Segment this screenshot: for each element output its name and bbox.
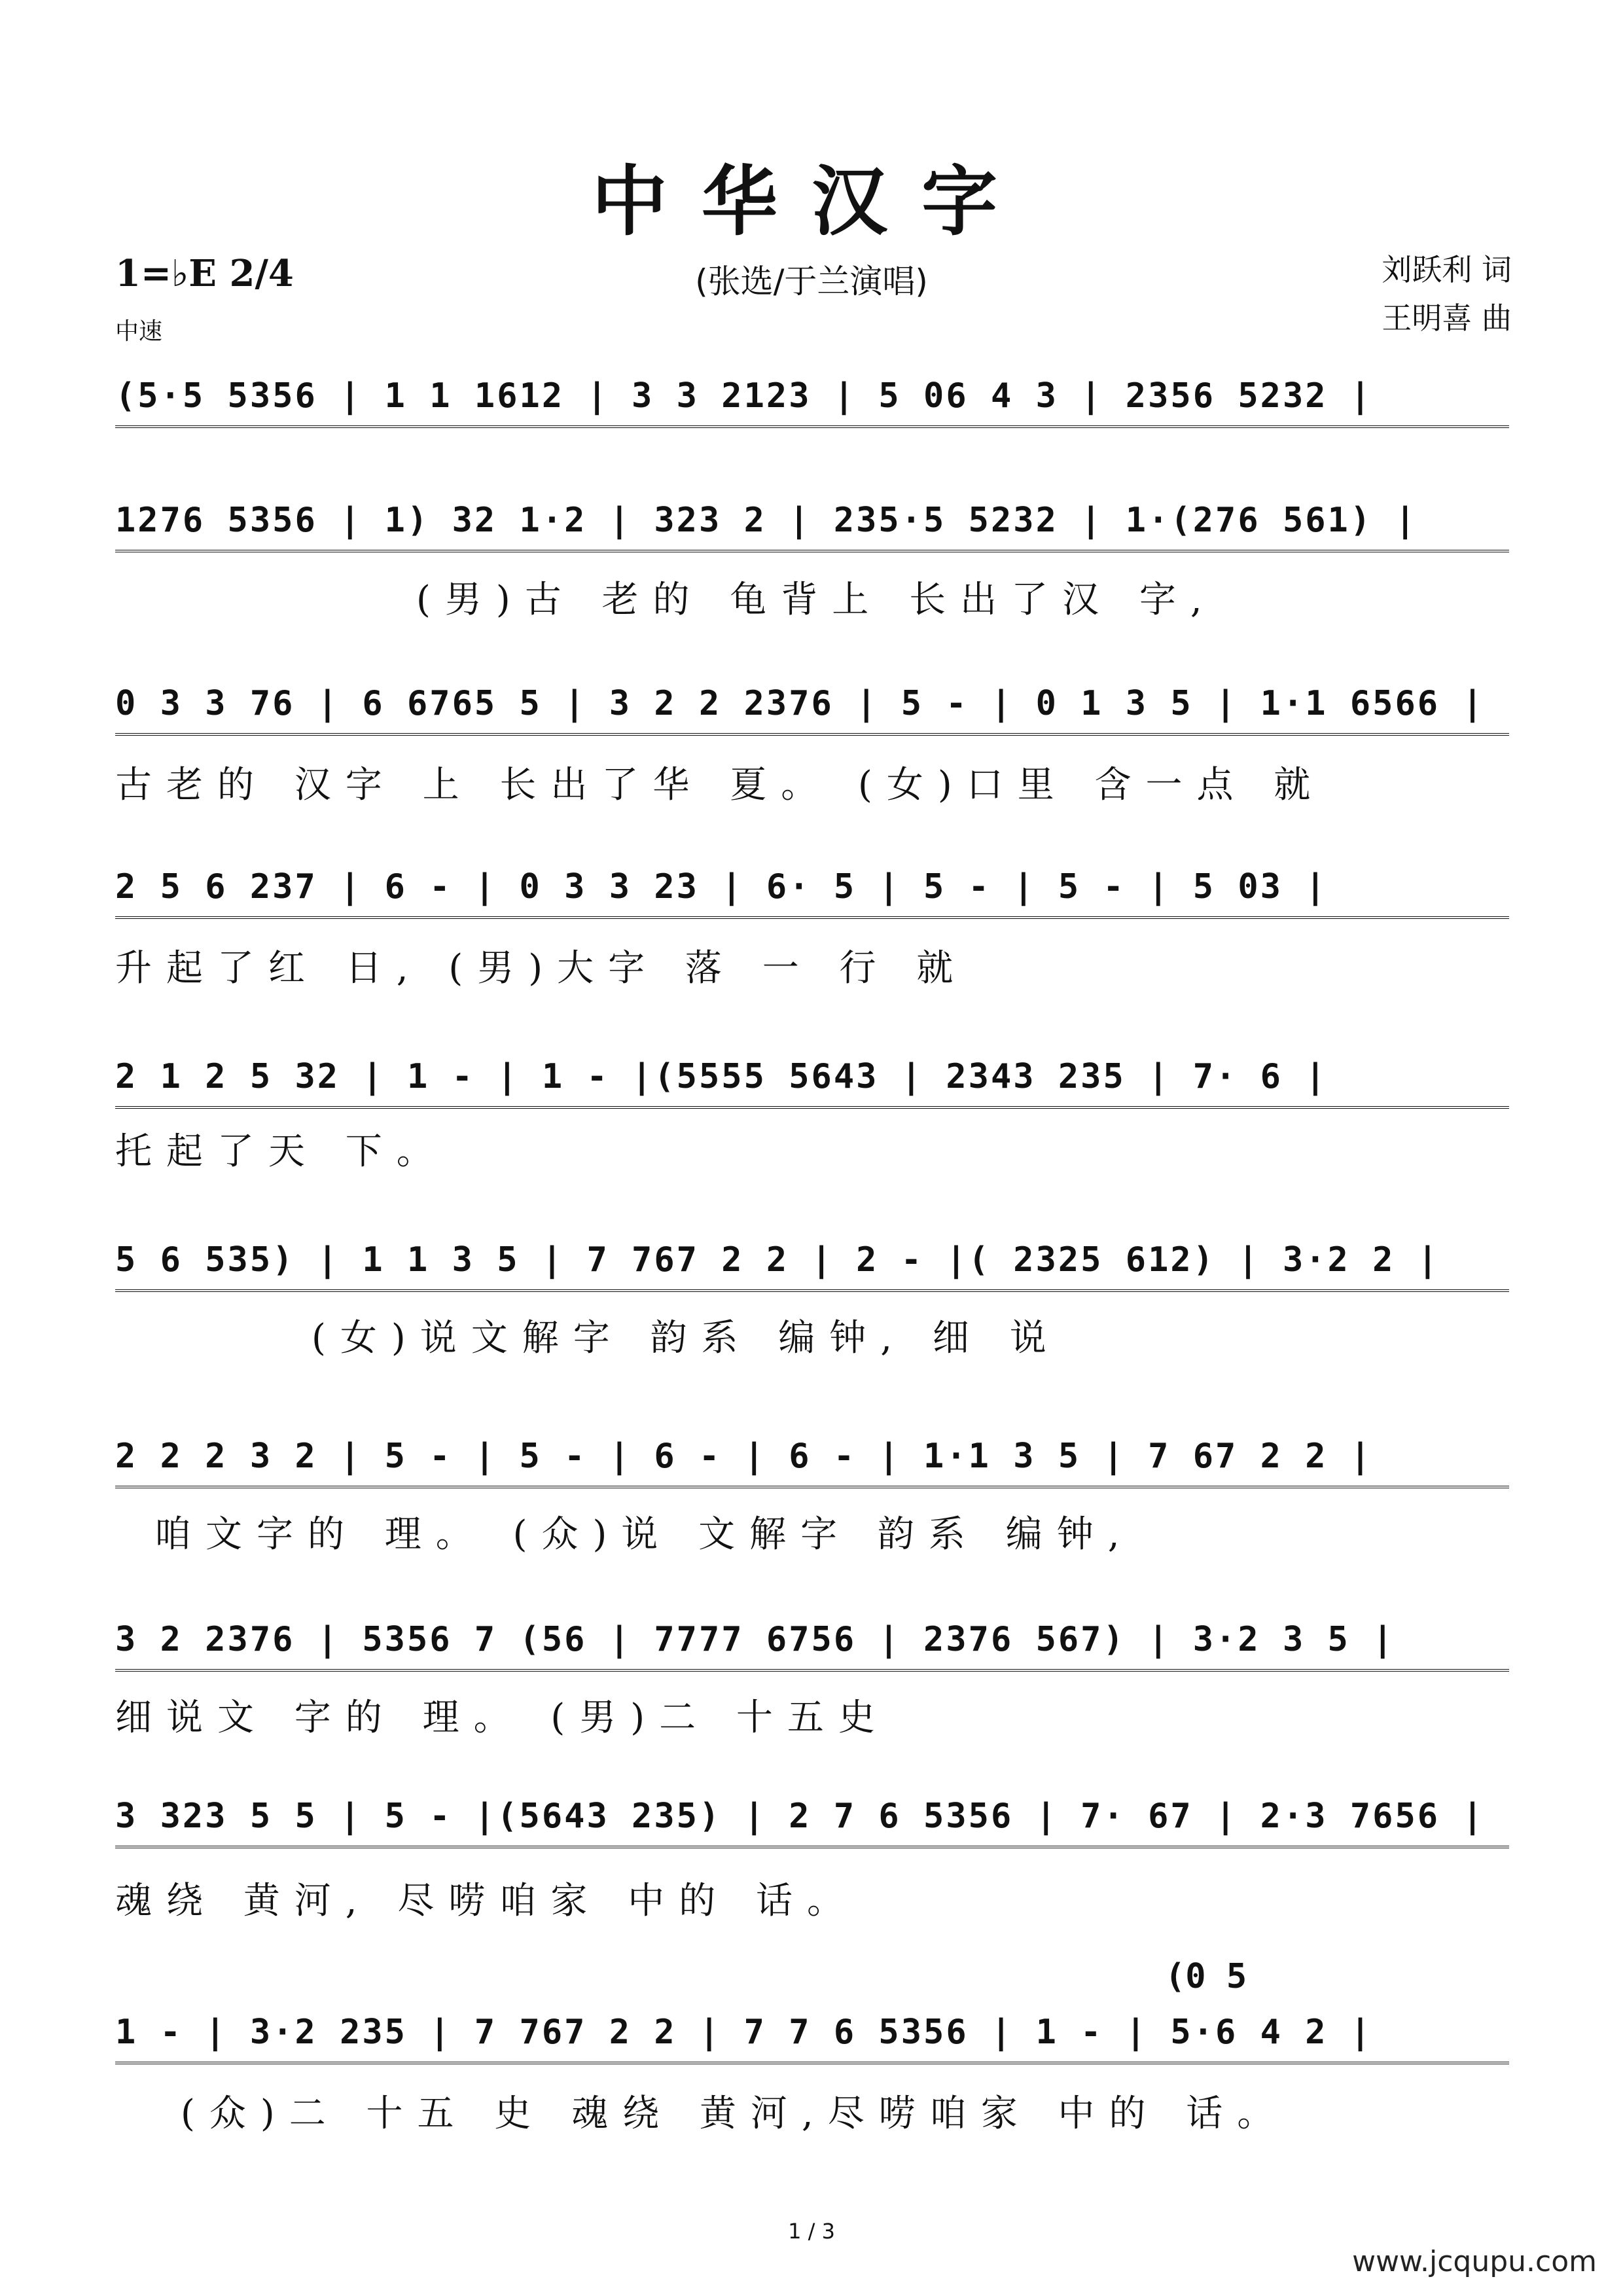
score-row [115, 1610, 1509, 1682]
notation-line: 2 2 2 3 2 | 5 - | 5 - | 6 - | 6 - | 1·1 3 5 | 7 67 2 2 | [115, 1427, 1509, 1488]
tempo-marking: 中速 [115, 318, 163, 345]
notation-line: 2 1 2 5 32 | 1 - | 1 - |(5555 5643 | 2343 235 | 7· 6 | [115, 1047, 1509, 1109]
score-row [115, 1427, 1509, 1499]
lyric-line: 咱文字的 理。 (众)说 文解字 韵系 编钟, [154, 1513, 1134, 1556]
lyric-line: (众)二 十五 史 魂绕 黄河,尽唠咱家 中的 话。 [181, 2092, 1289, 2135]
performers: (张选/于兰演唱) [695, 262, 928, 300]
lyricist: 刘跃利 词 [1382, 252, 1512, 287]
pickup-note: (0 5 [1165, 1957, 1247, 1996]
notation-line: 3 2 2376 | 5356 7 (56 | 7777 6756 | 2376 567) | 3·2 3 5 | [115, 1610, 1509, 1672]
composer: 王明喜 曲 [1382, 300, 1512, 336]
score-row [115, 367, 1509, 439]
song-title: 中华汉字 [592, 157, 1031, 246]
lyric-line: (男)古 老的 龟背上 长出了汉 字, [416, 579, 1217, 621]
lyric-line: 魂绕 黄河, 尽唠咱家 中的 话。 [115, 1880, 859, 1922]
key-signature: 1=♭E 2/4 [115, 252, 294, 295]
lyric-line: (女)说文解字 韵系 编钟, 细 说 [312, 1317, 1061, 1359]
notation-line: 1 - | 3·2 235 | 7 767 2 2 | 7 7 6 5356 | 1 - | 5·6 4 2 | [115, 2003, 1509, 2064]
notation-line: 2 5 6 237 | 6 - | 0 3 3 23 | 6· 5 | 5 - | 5 - | 5 03 | [115, 857, 1509, 919]
score-row [115, 1787, 1509, 1859]
watermark: www.jcqupu.com [1352, 2245, 1597, 2278]
score-row [115, 1230, 1509, 1302]
lyric-line: 细说文 字的 理。 (男)二 十五史 [115, 1696, 889, 1739]
score-row [115, 2003, 1509, 2075]
score-row [115, 1047, 1509, 1119]
lyric-line: 古老的 汉字 上 长出了华 夏。 (女)口里 含一点 就 [115, 764, 1325, 806]
page-number: 1 / 3 [788, 2219, 835, 2244]
credits [1382, 245, 1512, 342]
score-row [115, 857, 1509, 929]
lyric-line: 托起了天 下。 [115, 1130, 448, 1173]
score-row [115, 674, 1509, 746]
notation-line: 1276 5356 | 1) 32 1·2 | 323 2 | 235·5 5232 | 1·(276 561) | [115, 491, 1509, 552]
notation-line: 5 6 535) | 1 1 3 5 | 7 767 2 2 | 2 - |( 2325 612) | 3·2 2 | [115, 1230, 1509, 1292]
notation-line: 3 323 5 5 | 5 - |(5643 235) | 2 7 6 5356 | 7· 67 | 2·3 7656 | [115, 1787, 1509, 1848]
lyric-line: 升起了红 日, (男)大字 落 一 行 就 [115, 947, 968, 990]
notation-line: 0 3 3 76 | 6 6765 5 | 3 2 2 2376 | 5 - | 0 1 3 5 | 1·1 6566 | [115, 674, 1509, 736]
notation-line: (5·5 5356 | 1 1 1612 | 3 3 2123 | 5 06 4 3 | 2356 5232 | [115, 367, 1509, 428]
score-row [115, 491, 1509, 563]
